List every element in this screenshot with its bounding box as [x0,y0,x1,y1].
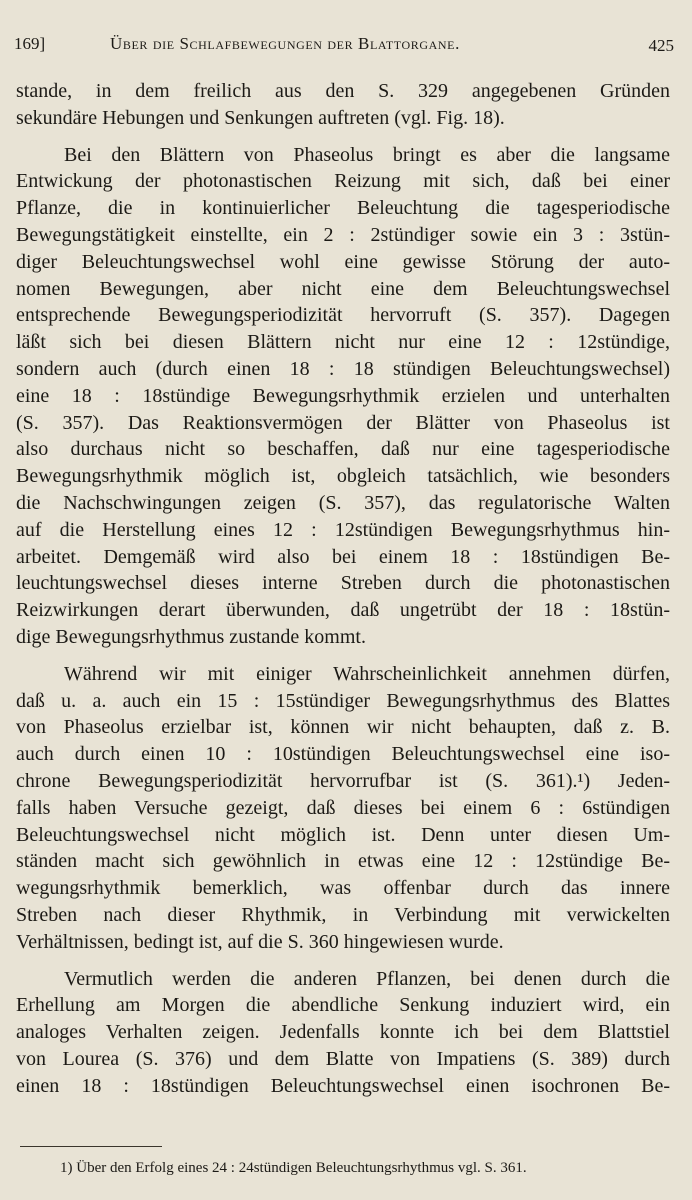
text-line: Beleuchtungswechsel nicht möglich ist. Denn unter diesen Um- [16,823,670,846]
paragraph-gap [16,132,670,142]
text-line: von Lourea (S. 376) und dem Blatte von Impatiens (S. 389) durch [16,1047,670,1070]
page-number: 425 [648,36,674,55]
text-line: von Phaseolus erzielbar ist, können wir nicht behaupten, daß z. B. [16,716,670,739]
text-line: nomen Bewegungen, aber nicht eine dem Beleuchtungswechsel [16,277,670,300]
text-line: Pflanze, die in kontinuierlicher Beleuchtung die tagesperiodische [16,197,670,220]
text-line: sondern auch (durch einen 18 : 18 stündigen Beleuchtungswechsel) [16,357,670,380]
body-text [16,78,670,1099]
paragraph-gap [16,651,670,661]
text-line: Reizwirkungen derart überwunden, daß ungetrübt der 18 : 18stün- [16,599,670,622]
text-line: wegungsrhythmik bemerklich, was offenbar durch das innere [16,877,670,900]
text-line: sekundäre Hebungen und Senkungen auftreten (vgl. Fig. 18). [16,106,505,129]
text-line: (S. 357). Das Reaktionsvermögen der Blätter von Phaseolus ist [16,411,670,434]
text-line: diger Beleuchtungswechsel wohl eine gewisse Störung der auto- [16,250,670,273]
text-line: stande, in dem freilich aus den S. 329 angegebenen Gründen [16,80,670,102]
text-line: auch durch einen 10 : 10stündigen Beleuchtungswechsel eine iso- [16,743,670,766]
paragraph [16,966,670,1100]
paragraph [16,142,670,651]
text-line: Bewegungstätigkeit einstellte, ein 2 : 2stündiger sowie ein 3 : 3stün- [16,223,670,246]
text-line: entsprechende Bewegungsperiodizität hervorruft (S. 357). Dagegen [16,304,670,327]
text-line: Streben nach dieser Rhythmik, in Verbindung mit verwickelten [16,903,670,926]
footnote-rule [20,1146,162,1147]
paragraph [16,661,670,956]
text-line: daß u. a. auch ein 15 : 15stündiger Bewegungsrhythmus des Blattes [16,689,670,712]
text-line: analoges Verhalten zeigen. Jedenfalls konnte ich bei dem Blattstiel [16,1021,670,1044]
text-line: auf die Herstellung eines 12 : 12stündigen Bewegungsrhythmus hin- [16,518,670,541]
running-header [14,30,678,60]
text-line: Während wir mit einiger Wahrscheinlichkeit annehmen dürfen, [64,662,670,685]
running-title: Über die Schlafbewegungen der Blattorgane. [110,34,460,53]
text-line: Vermutlich werden die anderen Pflanzen, bei denen durch die [64,967,670,990]
text-line: Entwickung der photonastischen Reizung mit sich, daß bei einer [16,170,670,193]
text-line: die Nachschwingungen zeigen (S. 357), das regulatorische Walten [16,491,670,514]
text-line: Bei den Blättern von Phaseolus bringt es aber die langsame [64,143,670,166]
text-line: leuchtungswechsel dieses interne Streben durch die photonastischen [16,572,670,595]
text-line: dige Bewegungsrhythmus zustande kommt. [16,625,366,648]
text-line: Bewegungsrhythmik möglich ist, obgleich tatsächlich, wie besonders [16,465,670,488]
section-page-ref: 169] [14,34,46,53]
text-line: also durchaus nicht so beschaffen, daß nur eine tagesperiodische [16,438,670,461]
text-line: eine 18 : 18stündige Bewegungsrhythmik erzielen und unterhalten [16,384,670,407]
text-line: falls haben Versuche gezeigt, daß dieses bei einem 6 : 6stündigen [16,796,670,819]
text-line: ständen macht sich gewöhnlich in etwas eine 12 : 12stündige Be- [16,850,670,873]
footnote: 1) Über den Erfolg eines 24 : 24stündigen Beleuchtungsrhythmus vgl. S. 361. [60,1160,527,1176]
text-line: einen 18 : 18stündigen Beleuchtungswechsel einen isochronen Be- [16,1074,670,1097]
paragraph [16,78,670,132]
paragraph-gap [16,956,670,966]
text-line: läßt sich bei diesen Blättern nicht nur eine 12 : 12stündige, [16,331,670,354]
text-line: arbeitet. Demgemäß wird also bei einem 18 : 18stündigen Be- [16,545,670,568]
text-line: chrone Bewegungsperiodizität hervorrufbar ist (S. 361).¹) Jeden- [16,769,670,792]
text-line: Erhellung am Morgen die abendliche Senkung induziert wird, ein [16,994,670,1017]
text-line: Verhältnissen, bedingt ist, auf die S. 360 hingewiesen wurde. [16,930,504,953]
